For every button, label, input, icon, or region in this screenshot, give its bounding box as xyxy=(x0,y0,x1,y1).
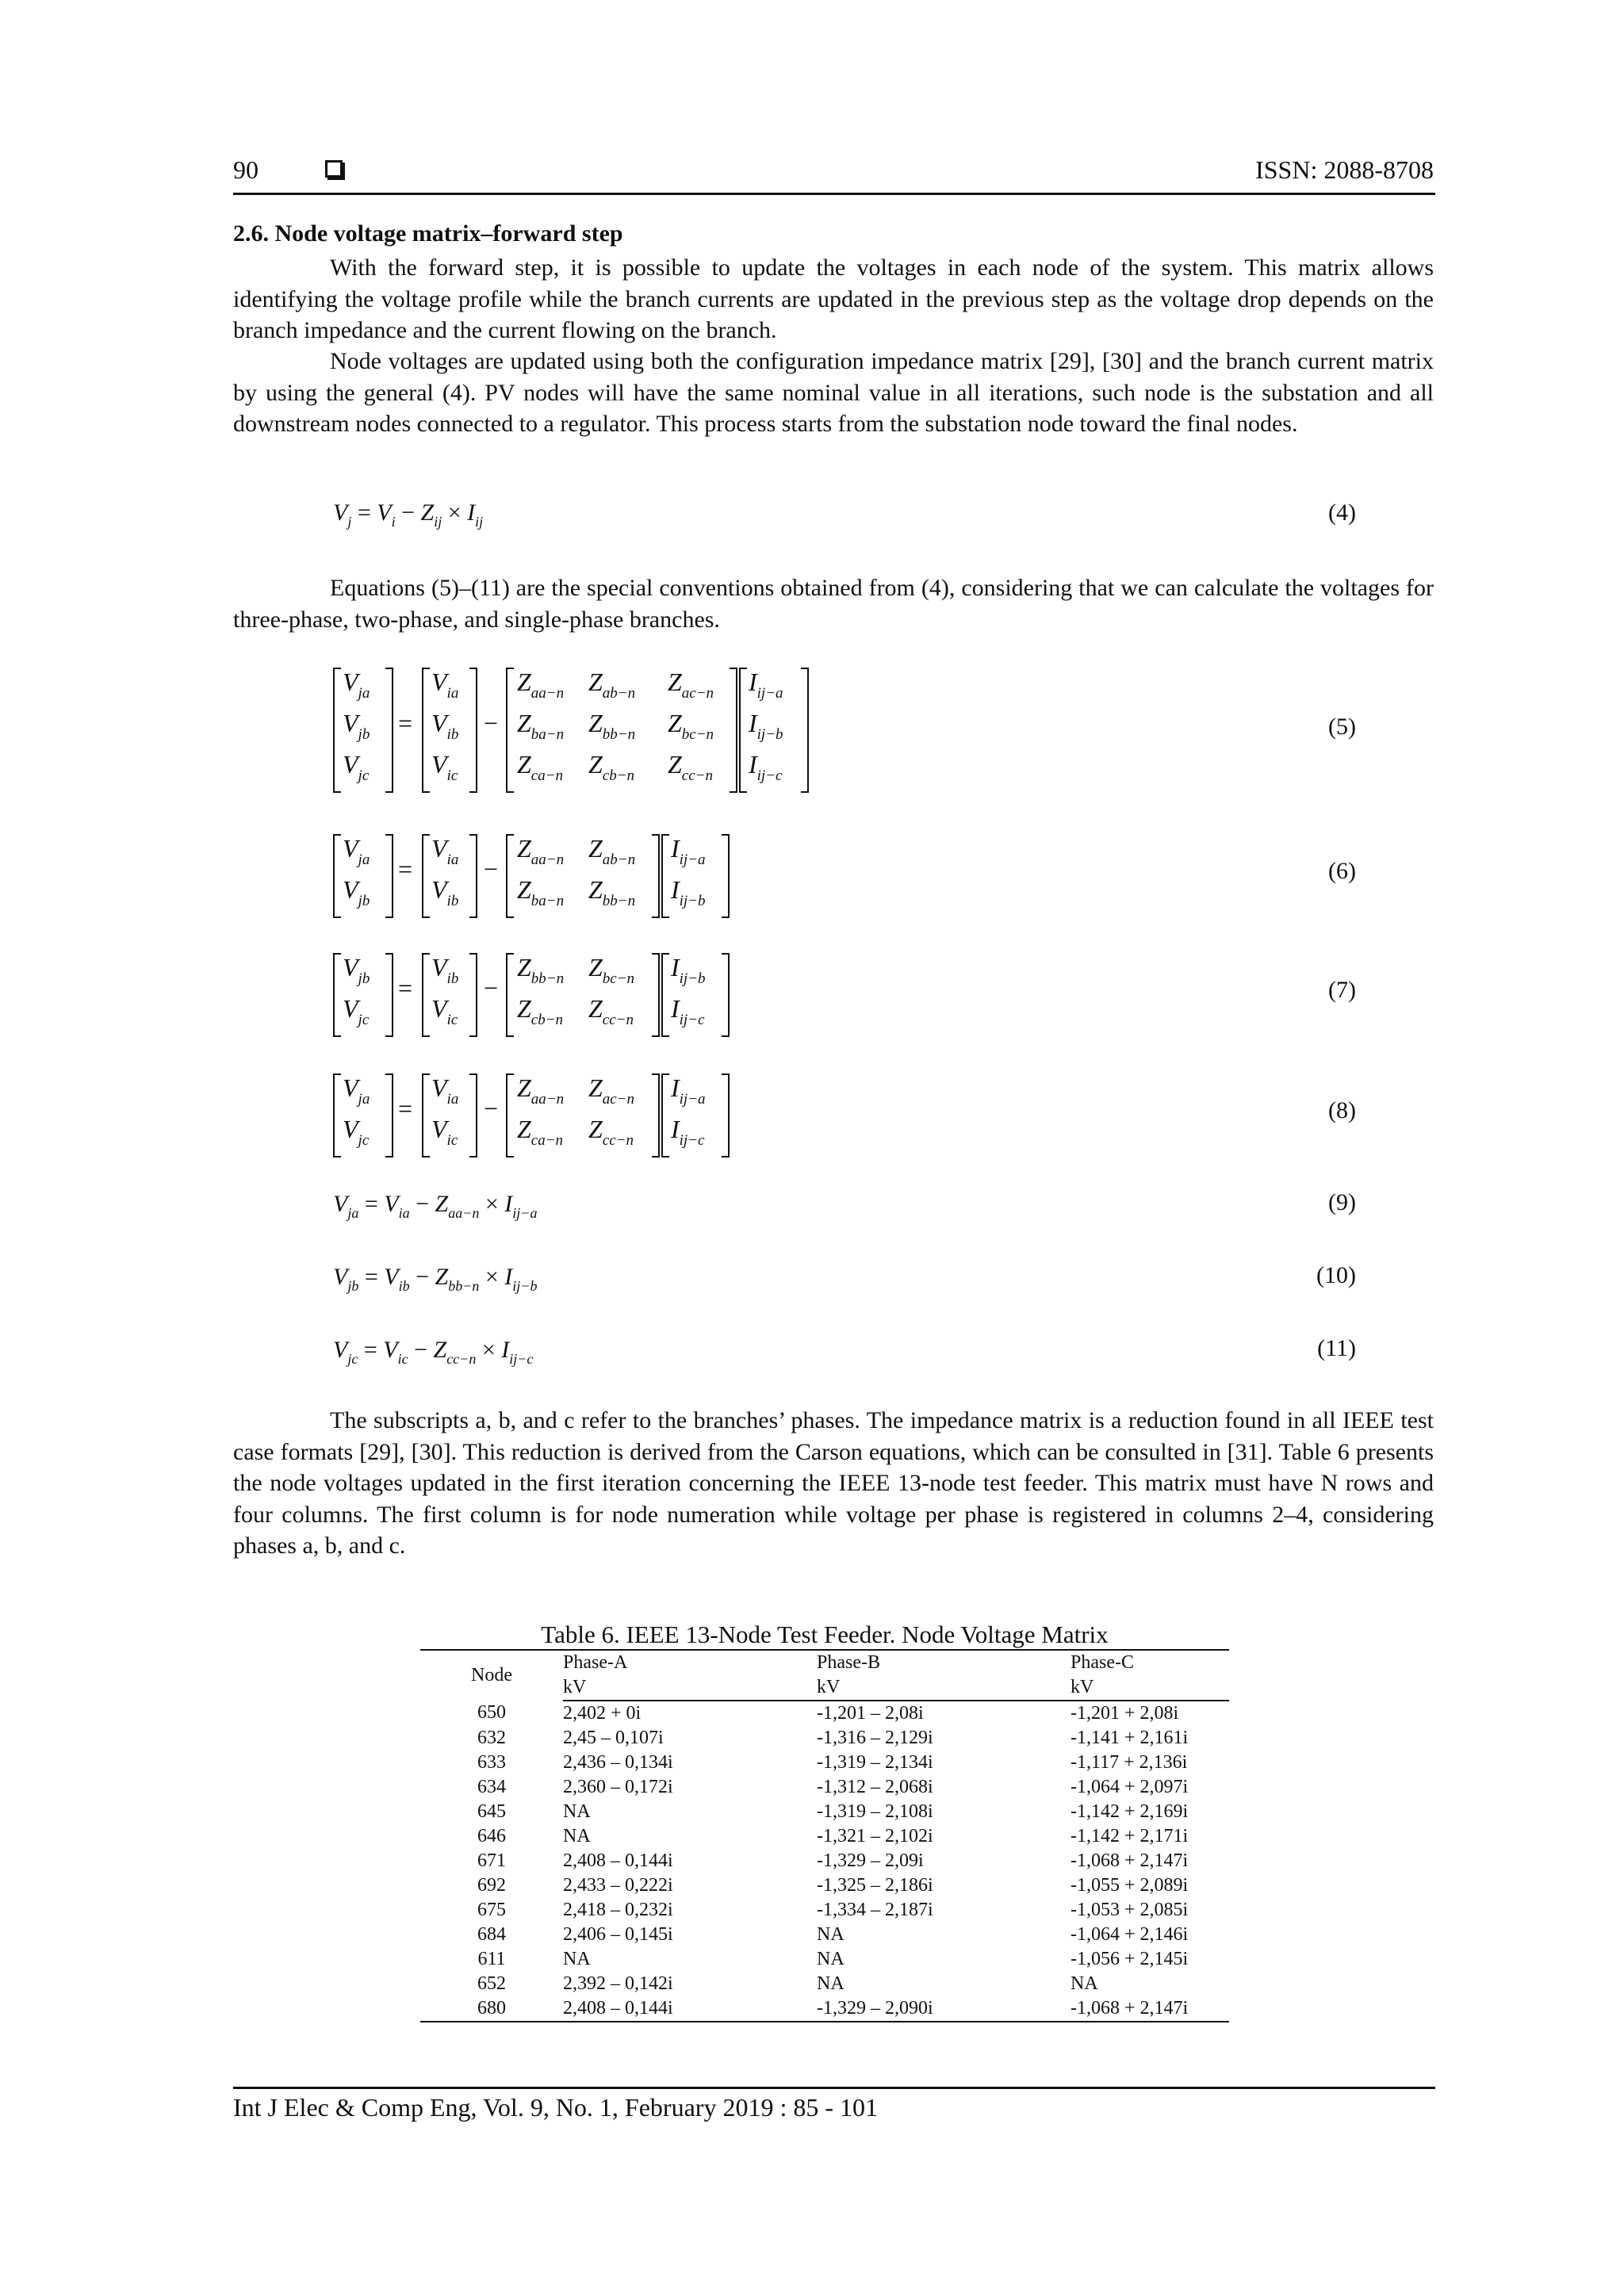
table-row xyxy=(420,1873,1229,1898)
equation-10: $V_{jb} = V_{ib} - Z_{bb-n} \times I_{ij-b}$ xyxy=(333,1264,538,1294)
cell-node: 650 xyxy=(477,1702,506,1723)
cell-phase-b: -1,316 – 2,129i xyxy=(817,1728,933,1748)
cell-phase-c: -1,142 + 2,171i xyxy=(1071,1826,1189,1846)
paragraph-3-text: Equations (5)–(11) are the special conventions obtained from (4), considering that we can calculate the voltages for three-phase, two-phase, and single-phase branches. xyxy=(233,575,1434,633)
section-title: 2.6. Node voltage matrix–forward step xyxy=(233,220,623,247)
paragraph-1 xyxy=(233,252,1434,346)
paragraph-3 xyxy=(233,572,1434,635)
cell-phase-b: -1,319 – 2,108i xyxy=(817,1801,933,1822)
cell-node: 680 xyxy=(420,1996,563,2022)
footer-divider xyxy=(233,2087,1435,2089)
equation-6-number: (6) xyxy=(1328,858,1356,884)
col-header-phase-a: Phase-A xyxy=(563,1650,817,1675)
equation-10-number: (10) xyxy=(1316,1262,1356,1288)
equation-4-number: (4) xyxy=(1328,499,1356,526)
cell-phase-c: -1,201 + 2,08i xyxy=(1071,1703,1179,1724)
cell-phase-c: -1,068 + 2,147i xyxy=(1071,1850,1189,1871)
cell-phase-a: 2,408 – 0,144i xyxy=(563,1996,817,2022)
table-caption: Table 6. IEEE 13-Node Test Feeder. Node Voltage Matrix xyxy=(541,1621,1109,1648)
col-unit-a: kV xyxy=(563,1675,817,1701)
cell-phase-c: -1,055 + 2,089i xyxy=(1071,1875,1189,1896)
cell-phase-b: -1,319 – 2,134i xyxy=(817,1752,933,1773)
col-header-phase-b: Phase-B xyxy=(817,1650,1071,1675)
checkbox-glyph-icon xyxy=(325,160,343,178)
cell-phase-a: 2,45 – 0,107i xyxy=(563,1728,664,1748)
cell-phase-b: NA xyxy=(817,1924,845,1945)
col-unit-c: kV xyxy=(1071,1675,1229,1701)
cell-phase-a: NA xyxy=(563,1826,591,1846)
equation-7-number: (7) xyxy=(1328,977,1356,1003)
cell-phase-b: -1,329 – 2,09i xyxy=(817,1850,924,1871)
equation-5-number: (5) xyxy=(1328,714,1356,740)
cell-phase-c: -1,053 + 2,085i xyxy=(1071,1900,1189,1920)
cell-phase-c: -1,068 + 2,147i xyxy=(1071,1996,1229,2022)
equation-8-number: (8) xyxy=(1328,1097,1356,1123)
cell-phase-c: -1,064 + 2,097i xyxy=(1071,1777,1189,1797)
cell-node: 633 xyxy=(477,1752,506,1773)
cell-phase-c: -1,056 + 2,145i xyxy=(1071,1949,1189,1969)
table-row xyxy=(420,1701,1229,1726)
cell-node: 684 xyxy=(477,1924,506,1945)
table-row xyxy=(420,1751,1229,1775)
paragraph-2 xyxy=(233,346,1434,440)
cell-node: 646 xyxy=(477,1826,506,1846)
cell-phase-b: NA xyxy=(817,1973,845,1994)
cell-phase-a: NA xyxy=(563,1949,591,1969)
cell-phase-b: -1,312 – 2,068i xyxy=(817,1777,933,1797)
paragraph-4 xyxy=(233,1405,1434,1562)
cell-phase-a: 2,436 – 0,134i xyxy=(563,1752,673,1773)
equation-9-number: (9) xyxy=(1328,1189,1356,1215)
cell-node: 692 xyxy=(477,1875,506,1896)
cell-phase-a: NA xyxy=(563,1801,591,1822)
table-row xyxy=(420,1923,1229,1947)
equation-6: $V_{ja}$ $V_{jb}$ = $V_{ia}$ $V_{ib}$ − $Z_{aa-n}$ $Z_{ab-n}$ $Z_{ba-n}$ $Z_{bb-n}$ $I_{ij-a}$ $I_{ij-b}$ xyxy=(333,834,730,918)
header-divider xyxy=(233,193,1435,195)
table-row xyxy=(420,1726,1229,1751)
table-row xyxy=(420,1800,1229,1824)
cell-node: 652 xyxy=(477,1973,506,1994)
cell-phase-c: -1,142 + 2,169i xyxy=(1071,1801,1189,1822)
equation-5: $V_{ja}$ $V_{jb}$ $V_{jc}$ = $V_{ia}$ $V_{ib}$ $V_{ic}$ − $Z_{aa-n}$ $Z_{ab-n}$ $Z_{ac-n}$ $Z_{ba-n}$ $Z_{bb-n}$ $Z_{bc-n}$ $Z_{ca-n}$ $Z_{cb-n}$ $Z_{cc-n}$ $I_{ij-a}$ $I_{ij-b}$ $I_{ij-c}$ xyxy=(333,668,809,793)
cell-phase-b: -1,325 – 2,186i xyxy=(817,1875,933,1896)
col-header-phase-c: Phase-C xyxy=(1071,1650,1229,1675)
cell-node: 645 xyxy=(477,1801,506,1822)
cell-phase-c: NA xyxy=(1071,1973,1098,1994)
cell-node: 671 xyxy=(477,1850,506,1871)
footer-citation: Int J Elec & Comp Eng, Vol. 9, No. 1, February 2019 : 85 - 101 xyxy=(233,2093,878,2122)
cell-phase-a: 2,392 – 0,142i xyxy=(563,1973,673,1994)
cell-phase-a: 2,418 – 0,232i xyxy=(563,1900,673,1920)
cell-node: 634 xyxy=(477,1777,506,1797)
cell-phase-a: 2,433 – 0,222i xyxy=(563,1875,673,1896)
col-header-node: Node xyxy=(420,1650,563,1701)
paragraph-1-text: With the forward step, it is possible to update the voltages in each node of the system. This matrix allows identifying the voltage profile while the branch currents are updated in the previous step as the voltage drop depends on the branch impedance and the current flowing on the branch. xyxy=(233,254,1434,343)
table-row xyxy=(420,1996,1229,2022)
issn-label: ISSN: 2088-8708 xyxy=(1255,155,1434,184)
cell-phase-c: -1,141 + 2,161i xyxy=(1071,1728,1189,1748)
table-row xyxy=(420,1898,1229,1923)
table-row xyxy=(420,1972,1229,1996)
node-voltage-table xyxy=(420,1649,1229,2022)
cell-phase-a: 2,402 + 0i xyxy=(563,1703,642,1724)
page-number: 90 xyxy=(233,155,259,184)
cell-phase-a: 2,406 – 0,145i xyxy=(563,1924,673,1945)
cell-phase-b: -1,321 – 2,102i xyxy=(817,1826,933,1846)
equation-11: $V_{jc} = V_{ic} - Z_{cc-n} \times I_{ij-c}$ xyxy=(333,1337,534,1367)
table-row xyxy=(420,1849,1229,1873)
equation-7: $V_{jb}$ $V_{jc}$ = $V_{ib}$ $V_{ic}$ − $Z_{bb-n}$ $Z_{bc-n}$ $Z_{cb-n}$ $Z_{cc-n}$ $I_{ij-b}$ $I_{ij-c}$ xyxy=(333,953,730,1037)
cell-phase-a: 2,360 – 0,172i xyxy=(563,1777,673,1797)
equation-4: $V_j = V_i - Z_{ij} \times I_{ij}$ xyxy=(333,499,484,530)
table-row xyxy=(420,1775,1229,1800)
paragraph-2-text: Node voltages are updated using both the configuration impedance matrix [29], [30] and the branch current matrix by using the general (4). PV nodes will have the same nominal value in all iterations, such node is the substation and all downstream nodes connected to a regulator. This process starts from the substation node toward the final nodes. xyxy=(233,348,1434,437)
table-body xyxy=(420,1701,1229,2022)
cell-phase-c: -1,117 + 2,136i xyxy=(1071,1752,1188,1773)
cell-node: 632 xyxy=(477,1728,506,1748)
cell-phase-b: -1,329 – 2,090i xyxy=(817,1996,1071,2022)
col-unit-b: kV xyxy=(817,1675,1071,1701)
equation-9: $V_{ja} = V_{ia} - Z_{aa-n} \times I_{ij-a}$ xyxy=(333,1191,538,1221)
cell-phase-b: -1,334 – 2,187i xyxy=(817,1900,933,1920)
cell-phase-c: -1,064 + 2,146i xyxy=(1071,1924,1189,1945)
equation-8: $V_{ja}$ $V_{jc}$ = $V_{ia}$ $V_{ic}$ − $Z_{aa-n}$ $Z_{ac-n}$ $Z_{ca-n}$ $Z_{cc-n}$ $I_{ij-a}$ $I_{ij-c}$ xyxy=(333,1073,730,1158)
cell-node: 611 xyxy=(477,1949,506,1969)
paragraph-4-text: The subscripts a, b, and c refer to the branches’ phases. The impedance matrix is a reduction found in all IEEE test case formats [29], [30]. This reduction is derived from the Carson equations, which can be consulted in [31]. Table 6 presents the node voltages updated in the first iteration concerning the IEEE 13-node test feeder. This matrix must have N rows and four columns. The first column is for node numeration while voltage per phase is registered in columns 2–4, considering phases a, b, and c. xyxy=(233,1407,1434,1559)
cell-phase-b: -1,201 – 2,08i xyxy=(817,1703,924,1724)
cell-node: 675 xyxy=(477,1900,506,1920)
table-row xyxy=(420,1947,1229,1972)
cell-phase-a: 2,408 – 0,144i xyxy=(563,1850,673,1871)
table-row xyxy=(420,1824,1229,1849)
cell-phase-b: NA xyxy=(817,1949,845,1969)
equation-11-number: (11) xyxy=(1317,1335,1356,1361)
